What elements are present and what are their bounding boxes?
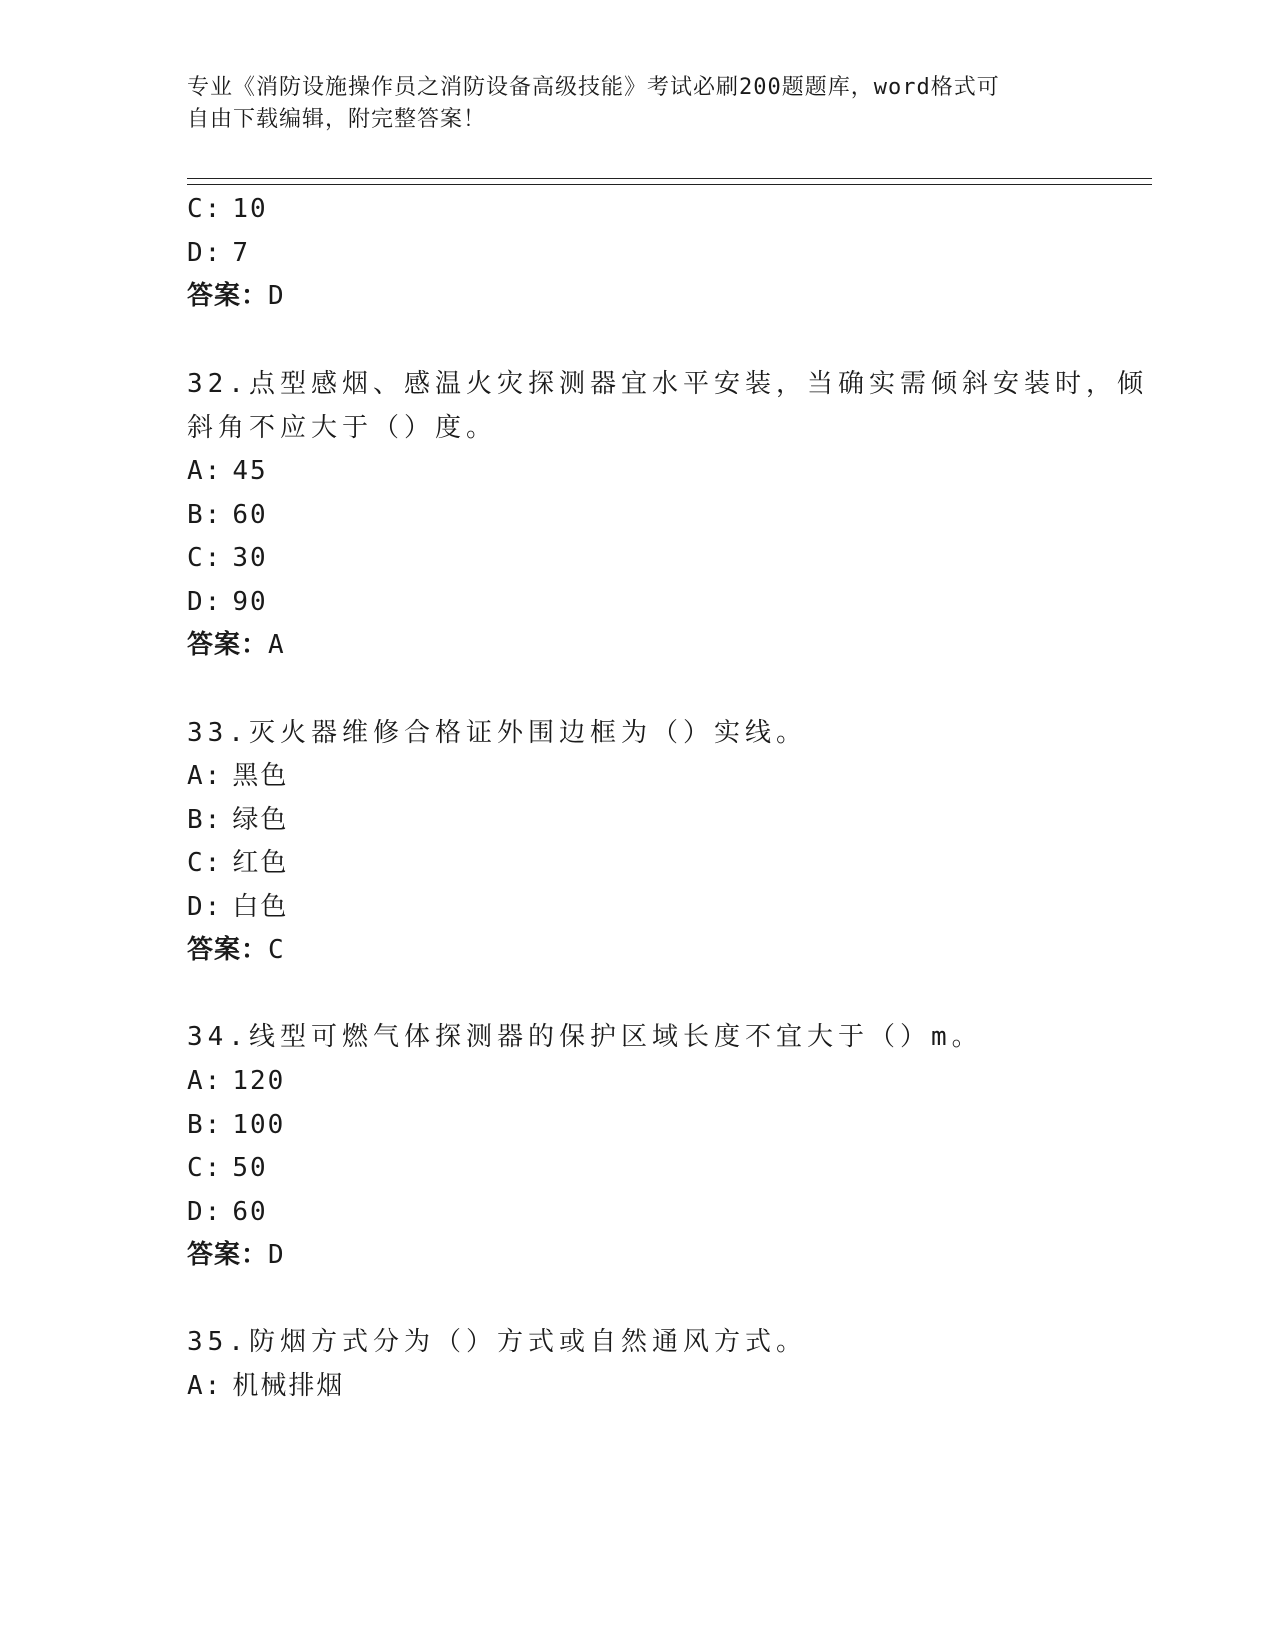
header-line-1: 专业《消防设施操作员之消防设备高级技能》考试必刷200题题库，word格式可 [187,75,1000,100]
option-text: 机械排烟 [232,1371,345,1401]
option-text: 7 [232,238,250,268]
question-35-option-a [187,1371,344,1401]
question-32-line-2: 斜角不应大于（）度。 [187,413,498,443]
option-label: A: [187,761,223,791]
answer-value: C [268,935,285,965]
option-label: C: [187,848,223,878]
option-label: B: [187,1110,223,1140]
option-label: C: [187,543,223,573]
question-33-option-c [187,848,288,878]
option-text: 10 [232,194,268,224]
option-label: A: [187,1066,223,1096]
answer-value: D [268,281,285,311]
option-text: 90 [232,587,268,617]
option-text: 黑色 [232,761,289,791]
question-32-option-d [187,587,268,617]
option-label: A: [187,456,223,486]
header-rule-top [187,178,1152,179]
option-text: 60 [232,1197,268,1227]
option-text: 30 [232,543,268,573]
question-32-line-1: 32.点型感烟、感温火灾探测器宜水平安装，当确实需倾斜安装时，倾 [187,369,1148,399]
prev-option-c [187,194,268,224]
answer-label: 答案： [187,630,269,660]
option-text: 50 [232,1153,268,1183]
question-33-option-a [187,761,288,791]
answer-label: 答案： [187,281,269,311]
option-text: 60 [232,500,268,530]
question-33-answer [187,935,285,965]
option-label: C: [187,1153,223,1183]
question-34-line-1: 34.线型可燃气体探测器的保护区域长度不宜大于（）m。 [187,1022,983,1052]
option-text: 红色 [232,848,289,878]
question-34-answer [187,1240,285,1270]
header-rule-bottom [187,184,1152,185]
question-34-option-d [187,1197,268,1227]
question-32-answer [187,630,285,660]
option-text: 100 [232,1110,286,1140]
question-34-option-b [187,1110,285,1140]
option-label: B: [187,500,223,530]
option-label: D: [187,238,223,268]
prev-answer [187,281,285,311]
header-line-2: 自由下载编辑，附完整答案！ [187,107,487,132]
answer-value: A [268,630,285,660]
question-32-option-a [187,456,268,486]
question-35-line-1: 35.防烟方式分为（）方式或自然通风方式。 [187,1327,807,1357]
option-label: C: [187,194,223,224]
option-label: D: [187,892,223,922]
question-33-option-d [187,892,288,922]
answer-label: 答案： [187,935,269,965]
answer-label: 答案： [187,1240,269,1270]
option-label: B: [187,805,223,835]
prev-option-d [187,238,250,268]
answer-value: D [268,1240,285,1270]
option-text: 120 [232,1066,286,1096]
question-34-option-c [187,1153,268,1183]
question-33-option-b [187,805,288,835]
question-34-option-a [187,1066,285,1096]
question-32-option-c [187,543,268,573]
option-label: A: [187,1371,223,1401]
option-text: 白色 [232,892,289,922]
option-label: D: [187,587,223,617]
option-label: D: [187,1197,223,1227]
question-32-option-b [187,500,268,530]
option-text: 绿色 [232,805,289,835]
document-header [187,72,1067,136]
question-33-line-1: 33.灭火器维修合格证外围边框为（）实线。 [187,718,807,748]
option-text: 45 [232,456,268,486]
